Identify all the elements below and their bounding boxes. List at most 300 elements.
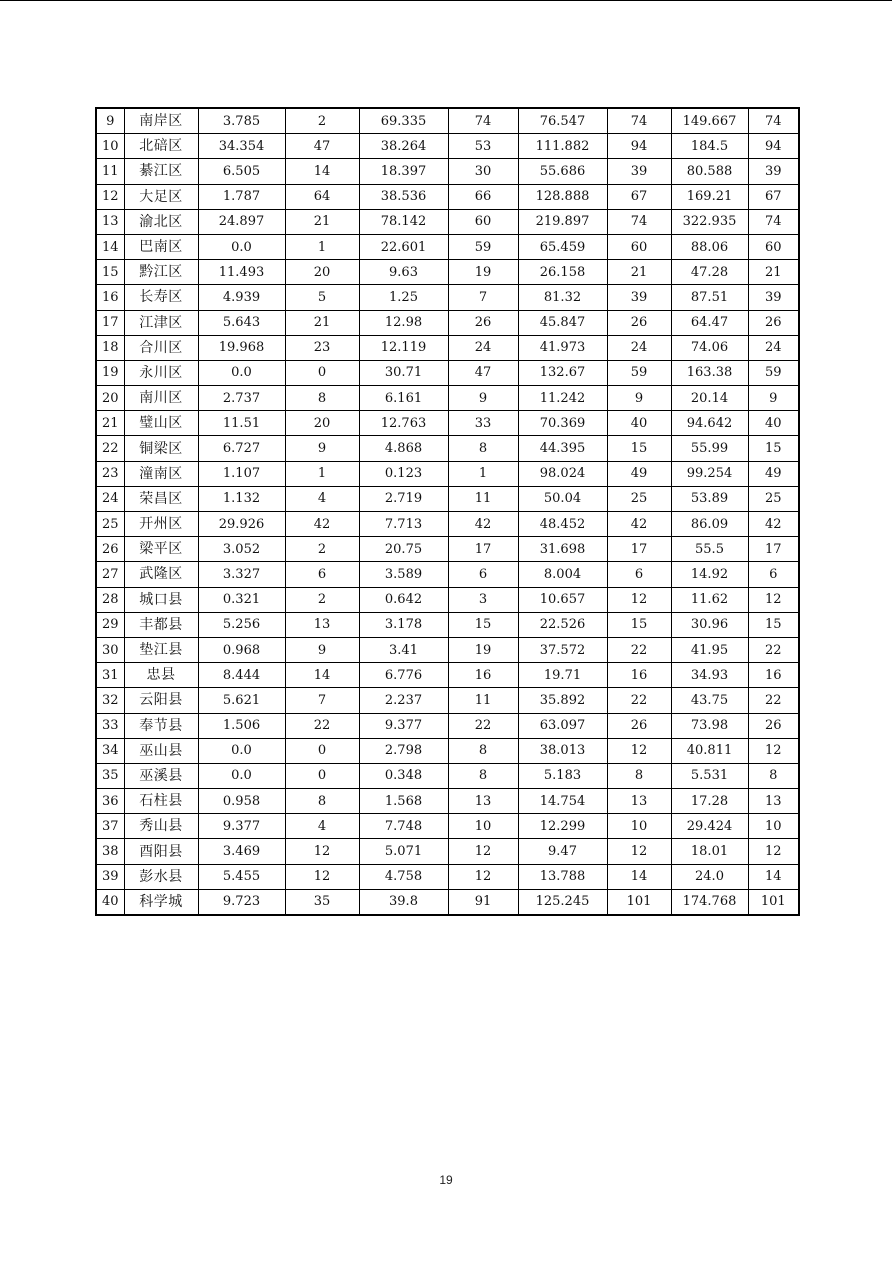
district-name-cell: 城口县 <box>124 587 198 612</box>
count-cell-1: 8 <box>285 386 359 411</box>
value-cell-3: 13.788 <box>518 864 607 889</box>
value-cell-1: 1.107 <box>198 461 285 486</box>
district-name-cell: 大足区 <box>124 184 198 209</box>
value-cell-3: 8.004 <box>518 562 607 587</box>
count-cell-3: 15 <box>607 436 671 461</box>
top-border-line <box>0 0 892 1</box>
total-value-cell: 174.768 <box>671 889 748 915</box>
count-cell-2: 15 <box>448 612 518 637</box>
row-index-cell: 27 <box>96 562 124 587</box>
count-cell-3: 26 <box>607 310 671 335</box>
row-index-cell: 17 <box>96 310 124 335</box>
row-index-cell: 19 <box>96 360 124 385</box>
count-cell-2: 6 <box>448 562 518 587</box>
total-value-cell: 34.93 <box>671 663 748 688</box>
district-name-cell: 石柱县 <box>124 789 198 814</box>
total-count-cell: 39 <box>748 159 799 184</box>
page-number: 19 <box>439 1173 453 1187</box>
total-count-cell: 22 <box>748 688 799 713</box>
table-row <box>96 486 799 511</box>
row-index-cell: 29 <box>96 612 124 637</box>
value-cell-1: 11.51 <box>198 411 285 436</box>
value-cell-1: 0.968 <box>198 637 285 662</box>
total-value-cell: 87.51 <box>671 285 748 310</box>
total-value-cell: 14.92 <box>671 562 748 587</box>
table-row <box>96 310 799 335</box>
count-cell-2: 53 <box>448 134 518 159</box>
total-value-cell: 169.21 <box>671 184 748 209</box>
row-index-cell: 40 <box>96 889 124 915</box>
value-cell-2: 9.377 <box>359 713 448 738</box>
count-cell-1: 4 <box>285 486 359 511</box>
value-cell-1: 4.939 <box>198 285 285 310</box>
total-count-cell: 13 <box>748 789 799 814</box>
row-index-cell: 36 <box>96 789 124 814</box>
value-cell-1: 5.455 <box>198 864 285 889</box>
count-cell-2: 91 <box>448 889 518 915</box>
value-cell-3: 111.882 <box>518 134 607 159</box>
table-row <box>96 789 799 814</box>
count-cell-1: 0 <box>285 738 359 763</box>
total-count-cell: 22 <box>748 637 799 662</box>
value-cell-3: 22.526 <box>518 612 607 637</box>
count-cell-2: 7 <box>448 285 518 310</box>
value-cell-3: 219.897 <box>518 209 607 234</box>
count-cell-1: 2 <box>285 587 359 612</box>
row-index-cell: 38 <box>96 839 124 864</box>
count-cell-2: 42 <box>448 512 518 537</box>
value-cell-2: 0.123 <box>359 461 448 486</box>
count-cell-2: 9 <box>448 386 518 411</box>
district-name-cell: 荣昌区 <box>124 486 198 511</box>
row-index-cell: 31 <box>96 663 124 688</box>
count-cell-3: 39 <box>607 159 671 184</box>
count-cell-3: 17 <box>607 537 671 562</box>
count-cell-1: 0 <box>285 360 359 385</box>
count-cell-2: 10 <box>448 814 518 839</box>
value-cell-2: 3.178 <box>359 612 448 637</box>
total-count-cell: 12 <box>748 839 799 864</box>
value-cell-1: 1.787 <box>198 184 285 209</box>
row-index-cell: 9 <box>96 108 124 134</box>
value-cell-2: 20.75 <box>359 537 448 562</box>
value-cell-2: 12.763 <box>359 411 448 436</box>
count-cell-2: 24 <box>448 335 518 360</box>
table-row <box>96 461 799 486</box>
value-cell-3: 45.847 <box>518 310 607 335</box>
district-name-cell: 梁平区 <box>124 537 198 562</box>
district-name-cell: 永川区 <box>124 360 198 385</box>
total-value-cell: 322.935 <box>671 209 748 234</box>
value-cell-2: 2.798 <box>359 738 448 763</box>
total-count-cell: 42 <box>748 512 799 537</box>
total-value-cell: 43.75 <box>671 688 748 713</box>
row-index-cell: 32 <box>96 688 124 713</box>
total-value-cell: 30.96 <box>671 612 748 637</box>
value-cell-1: 34.354 <box>198 134 285 159</box>
table-row <box>96 814 799 839</box>
value-cell-1: 2.737 <box>198 386 285 411</box>
count-cell-2: 74 <box>448 108 518 134</box>
district-name-cell: 巫溪县 <box>124 763 198 788</box>
count-cell-3: 59 <box>607 360 671 385</box>
value-cell-1: 0.958 <box>198 789 285 814</box>
total-count-cell: 49 <box>748 461 799 486</box>
table-row <box>96 587 799 612</box>
count-cell-2: 33 <box>448 411 518 436</box>
count-cell-1: 64 <box>285 184 359 209</box>
row-index-cell: 35 <box>96 763 124 788</box>
row-index-cell: 18 <box>96 335 124 360</box>
row-index-cell: 15 <box>96 260 124 285</box>
total-count-cell: 39 <box>748 285 799 310</box>
district-name-cell: 彭水县 <box>124 864 198 889</box>
value-cell-1: 0.321 <box>198 587 285 612</box>
count-cell-3: 21 <box>607 260 671 285</box>
district-name-cell: 巴南区 <box>124 234 198 259</box>
value-cell-2: 30.71 <box>359 360 448 385</box>
value-cell-3: 38.013 <box>518 738 607 763</box>
district-name-cell: 巫山县 <box>124 738 198 763</box>
table-row <box>96 260 799 285</box>
district-name-cell: 渝北区 <box>124 209 198 234</box>
table-row <box>96 234 799 259</box>
count-cell-3: 49 <box>607 461 671 486</box>
value-cell-3: 35.892 <box>518 688 607 713</box>
value-cell-2: 2.719 <box>359 486 448 511</box>
count-cell-1: 2 <box>285 108 359 134</box>
count-cell-3: 101 <box>607 889 671 915</box>
count-cell-3: 6 <box>607 562 671 587</box>
count-cell-3: 8 <box>607 763 671 788</box>
count-cell-1: 4 <box>285 814 359 839</box>
total-count-cell: 40 <box>748 411 799 436</box>
value-cell-1: 1.506 <box>198 713 285 738</box>
total-value-cell: 88.06 <box>671 234 748 259</box>
district-name-cell: 璧山区 <box>124 411 198 436</box>
value-cell-3: 63.097 <box>518 713 607 738</box>
total-count-cell: 15 <box>748 612 799 637</box>
table-row <box>96 663 799 688</box>
count-cell-2: 11 <box>448 688 518 713</box>
count-cell-2: 30 <box>448 159 518 184</box>
value-cell-2: 3.589 <box>359 562 448 587</box>
total-value-cell: 55.99 <box>671 436 748 461</box>
count-cell-1: 7 <box>285 688 359 713</box>
value-cell-2: 12.98 <box>359 310 448 335</box>
total-value-cell: 17.28 <box>671 789 748 814</box>
value-cell-3: 19.71 <box>518 663 607 688</box>
value-cell-2: 4.868 <box>359 436 448 461</box>
total-value-cell: 55.5 <box>671 537 748 562</box>
value-cell-3: 55.686 <box>518 159 607 184</box>
total-count-cell: 26 <box>748 310 799 335</box>
total-value-cell: 11.62 <box>671 587 748 612</box>
value-cell-2: 7.713 <box>359 512 448 537</box>
count-cell-2: 16 <box>448 663 518 688</box>
row-index-cell: 24 <box>96 486 124 511</box>
count-cell-1: 22 <box>285 713 359 738</box>
value-cell-2: 6.161 <box>359 386 448 411</box>
table-row <box>96 159 799 184</box>
value-cell-1: 3.052 <box>198 537 285 562</box>
value-cell-2: 38.536 <box>359 184 448 209</box>
value-cell-2: 0.348 <box>359 763 448 788</box>
row-index-cell: 20 <box>96 386 124 411</box>
total-value-cell: 5.531 <box>671 763 748 788</box>
value-cell-2: 9.63 <box>359 260 448 285</box>
count-cell-1: 1 <box>285 461 359 486</box>
value-cell-2: 7.748 <box>359 814 448 839</box>
value-cell-3: 125.245 <box>518 889 607 915</box>
count-cell-3: 22 <box>607 688 671 713</box>
row-index-cell: 11 <box>96 159 124 184</box>
value-cell-2: 39.8 <box>359 889 448 915</box>
district-name-cell: 南岸区 <box>124 108 198 134</box>
total-count-cell: 74 <box>748 209 799 234</box>
district-name-cell: 科学城 <box>124 889 198 915</box>
count-cell-2: 12 <box>448 839 518 864</box>
total-value-cell: 53.89 <box>671 486 748 511</box>
count-cell-1: 12 <box>285 864 359 889</box>
value-cell-3: 11.242 <box>518 386 607 411</box>
count-cell-3: 60 <box>607 234 671 259</box>
district-name-cell: 北碚区 <box>124 134 198 159</box>
total-value-cell: 40.811 <box>671 738 748 763</box>
count-cell-1: 21 <box>285 310 359 335</box>
row-index-cell: 34 <box>96 738 124 763</box>
row-index-cell: 30 <box>96 637 124 662</box>
count-cell-1: 12 <box>285 839 359 864</box>
count-cell-3: 26 <box>607 713 671 738</box>
value-cell-1: 9.723 <box>198 889 285 915</box>
total-count-cell: 12 <box>748 738 799 763</box>
count-cell-2: 22 <box>448 713 518 738</box>
value-cell-1: 5.643 <box>198 310 285 335</box>
district-name-cell: 合川区 <box>124 335 198 360</box>
value-cell-2: 78.142 <box>359 209 448 234</box>
district-name-cell: 铜梁区 <box>124 436 198 461</box>
district-name-cell: 江津区 <box>124 310 198 335</box>
count-cell-2: 60 <box>448 209 518 234</box>
value-cell-1: 5.256 <box>198 612 285 637</box>
total-value-cell: 99.254 <box>671 461 748 486</box>
value-cell-1: 3.327 <box>198 562 285 587</box>
table-row <box>96 386 799 411</box>
count-cell-2: 17 <box>448 537 518 562</box>
total-count-cell: 16 <box>748 663 799 688</box>
value-cell-2: 2.237 <box>359 688 448 713</box>
value-cell-1: 19.968 <box>198 335 285 360</box>
table-row <box>96 411 799 436</box>
row-index-cell: 25 <box>96 512 124 537</box>
total-value-cell: 86.09 <box>671 512 748 537</box>
count-cell-3: 42 <box>607 512 671 537</box>
row-index-cell: 13 <box>96 209 124 234</box>
value-cell-3: 14.754 <box>518 789 607 814</box>
count-cell-3: 39 <box>607 285 671 310</box>
count-cell-3: 94 <box>607 134 671 159</box>
value-cell-1: 0.0 <box>198 738 285 763</box>
district-name-cell: 酉阳县 <box>124 839 198 864</box>
district-name-cell: 垫江县 <box>124 637 198 662</box>
table-row <box>96 537 799 562</box>
count-cell-1: 47 <box>285 134 359 159</box>
total-count-cell: 25 <box>748 486 799 511</box>
total-count-cell: 94 <box>748 134 799 159</box>
count-cell-3: 25 <box>607 486 671 511</box>
table-row <box>96 612 799 637</box>
total-value-cell: 64.47 <box>671 310 748 335</box>
row-index-cell: 23 <box>96 461 124 486</box>
table-row <box>96 108 799 134</box>
value-cell-1: 24.897 <box>198 209 285 234</box>
value-cell-3: 70.369 <box>518 411 607 436</box>
table-row <box>96 184 799 209</box>
total-value-cell: 149.667 <box>671 108 748 134</box>
table-row <box>96 713 799 738</box>
row-index-cell: 16 <box>96 285 124 310</box>
total-value-cell: 20.14 <box>671 386 748 411</box>
value-cell-2: 5.071 <box>359 839 448 864</box>
count-cell-2: 19 <box>448 260 518 285</box>
total-value-cell: 18.01 <box>671 839 748 864</box>
count-cell-1: 20 <box>285 260 359 285</box>
value-cell-3: 132.67 <box>518 360 607 385</box>
value-cell-1: 6.505 <box>198 159 285 184</box>
count-cell-1: 42 <box>285 512 359 537</box>
count-cell-3: 10 <box>607 814 671 839</box>
total-count-cell: 74 <box>748 108 799 134</box>
count-cell-3: 74 <box>607 209 671 234</box>
row-index-cell: 22 <box>96 436 124 461</box>
value-cell-1: 5.621 <box>198 688 285 713</box>
value-cell-2: 22.601 <box>359 234 448 259</box>
value-cell-1: 29.926 <box>198 512 285 537</box>
value-cell-1: 3.469 <box>198 839 285 864</box>
count-cell-2: 8 <box>448 763 518 788</box>
district-name-cell: 綦江区 <box>124 159 198 184</box>
count-cell-2: 1 <box>448 461 518 486</box>
value-cell-3: 37.572 <box>518 637 607 662</box>
count-cell-3: 15 <box>607 612 671 637</box>
count-cell-3: 14 <box>607 864 671 889</box>
table-row <box>96 864 799 889</box>
district-name-cell: 潼南区 <box>124 461 198 486</box>
count-cell-1: 20 <box>285 411 359 436</box>
district-data-table <box>95 107 800 916</box>
value-cell-3: 50.04 <box>518 486 607 511</box>
count-cell-3: 74 <box>607 108 671 134</box>
count-cell-3: 22 <box>607 637 671 662</box>
table-row <box>96 285 799 310</box>
count-cell-1: 6 <box>285 562 359 587</box>
value-cell-2: 38.264 <box>359 134 448 159</box>
table-row <box>96 512 799 537</box>
value-cell-3: 26.158 <box>518 260 607 285</box>
count-cell-2: 3 <box>448 587 518 612</box>
table-body <box>96 108 799 915</box>
table-row <box>96 562 799 587</box>
table-row <box>96 839 799 864</box>
count-cell-3: 16 <box>607 663 671 688</box>
total-count-cell: 10 <box>748 814 799 839</box>
district-name-cell: 云阳县 <box>124 688 198 713</box>
count-cell-2: 8 <box>448 436 518 461</box>
value-cell-1: 6.727 <box>198 436 285 461</box>
count-cell-3: 24 <box>607 335 671 360</box>
count-cell-3: 9 <box>607 386 671 411</box>
value-cell-3: 9.47 <box>518 839 607 864</box>
row-index-cell: 26 <box>96 537 124 562</box>
value-cell-2: 0.642 <box>359 587 448 612</box>
count-cell-3: 12 <box>607 839 671 864</box>
row-index-cell: 37 <box>96 814 124 839</box>
count-cell-2: 19 <box>448 637 518 662</box>
district-name-cell: 黔江区 <box>124 260 198 285</box>
count-cell-1: 0 <box>285 763 359 788</box>
value-cell-2: 12.119 <box>359 335 448 360</box>
value-cell-1: 8.444 <box>198 663 285 688</box>
table-row <box>96 134 799 159</box>
value-cell-3: 41.973 <box>518 335 607 360</box>
total-count-cell: 26 <box>748 713 799 738</box>
district-name-cell: 丰都县 <box>124 612 198 637</box>
district-name-cell: 开州区 <box>124 512 198 537</box>
count-cell-1: 21 <box>285 209 359 234</box>
value-cell-1: 0.0 <box>198 763 285 788</box>
value-cell-2: 18.397 <box>359 159 448 184</box>
total-value-cell: 74.06 <box>671 335 748 360</box>
table-row <box>96 637 799 662</box>
table-row <box>96 360 799 385</box>
count-cell-1: 8 <box>285 789 359 814</box>
count-cell-3: 13 <box>607 789 671 814</box>
value-cell-3: 12.299 <box>518 814 607 839</box>
district-name-cell: 忠县 <box>124 663 198 688</box>
count-cell-2: 66 <box>448 184 518 209</box>
count-cell-1: 35 <box>285 889 359 915</box>
total-value-cell: 184.5 <box>671 134 748 159</box>
value-cell-2: 1.568 <box>359 789 448 814</box>
row-index-cell: 33 <box>96 713 124 738</box>
count-cell-2: 13 <box>448 789 518 814</box>
value-cell-1: 3.785 <box>198 108 285 134</box>
district-name-cell: 武隆区 <box>124 562 198 587</box>
total-value-cell: 24.0 <box>671 864 748 889</box>
count-cell-1: 14 <box>285 663 359 688</box>
value-cell-1: 0.0 <box>198 360 285 385</box>
row-index-cell: 12 <box>96 184 124 209</box>
total-count-cell: 24 <box>748 335 799 360</box>
count-cell-2: 8 <box>448 738 518 763</box>
value-cell-3: 81.32 <box>518 285 607 310</box>
total-count-cell: 17 <box>748 537 799 562</box>
count-cell-1: 2 <box>285 537 359 562</box>
table-row <box>96 335 799 360</box>
total-count-cell: 14 <box>748 864 799 889</box>
count-cell-3: 12 <box>607 587 671 612</box>
row-index-cell: 39 <box>96 864 124 889</box>
count-cell-2: 47 <box>448 360 518 385</box>
total-count-cell: 12 <box>748 587 799 612</box>
total-value-cell: 41.95 <box>671 637 748 662</box>
value-cell-1: 1.132 <box>198 486 285 511</box>
count-cell-1: 13 <box>285 612 359 637</box>
total-count-cell: 6 <box>748 562 799 587</box>
value-cell-3: 5.183 <box>518 763 607 788</box>
count-cell-1: 5 <box>285 285 359 310</box>
